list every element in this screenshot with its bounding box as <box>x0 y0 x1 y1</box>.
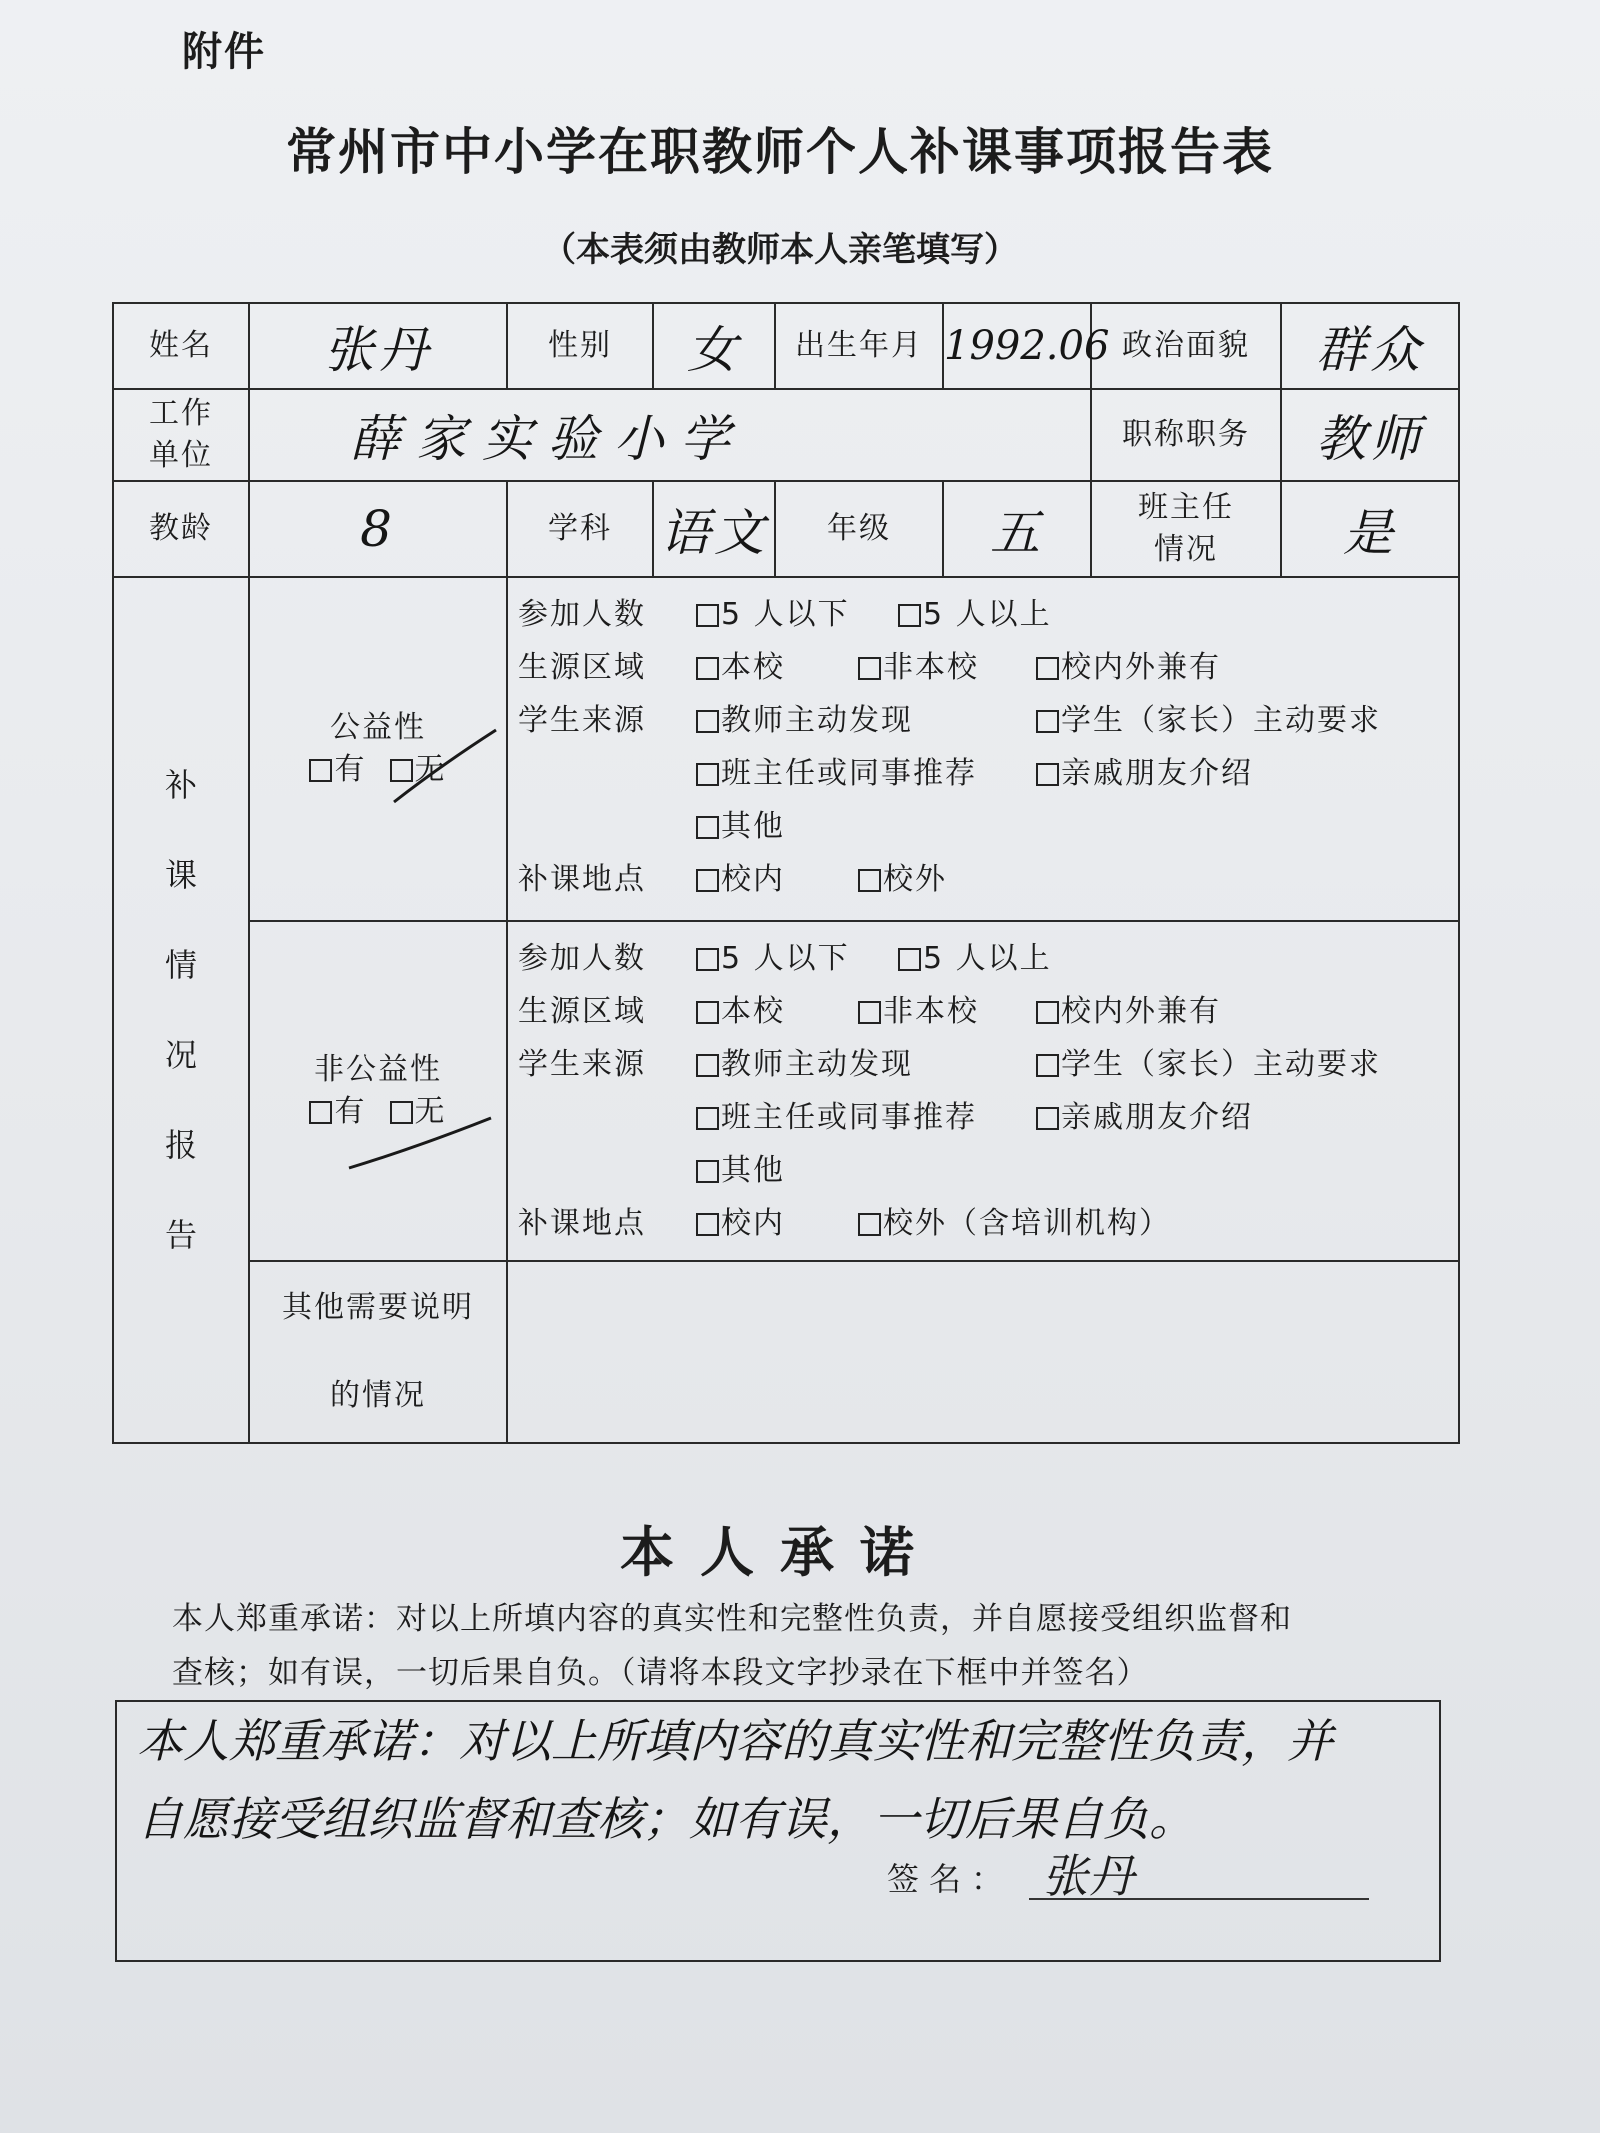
nonpublic-region-opt1[interactable]: 本校 <box>696 985 785 1038</box>
public-source-opt4[interactable]: 亲戚朋友介绍 <box>1036 747 1253 800</box>
public-count-opt1[interactable]: 5 人以下 <box>696 588 850 641</box>
public-region-row: 生源区域 本校 非本校 校内外兼有 <box>518 641 1458 694</box>
name-label: 姓名 <box>113 303 249 389</box>
form-subtitle: （本表须由教师本人亲笔填写） <box>542 230 1018 270</box>
public-yes-checkbox[interactable] <box>309 759 332 782</box>
birth-value: 1992.06 <box>943 303 1091 389</box>
nonpublic-place-row: 补课地点 校内 校外（含培训机构） <box>518 1197 1458 1250</box>
nonpublic-count-opt1[interactable]: 5 人以下 <box>696 932 850 985</box>
public-source-opt3[interactable]: 班主任或同事推荐 <box>696 747 977 800</box>
public-source-opt5[interactable]: 其他 <box>696 800 785 853</box>
head-teacher-value: 是 <box>1281 481 1459 577</box>
nonpublic-yes-checkbox[interactable] <box>309 1101 332 1124</box>
gender-label: 性别 <box>507 303 653 389</box>
title-label: 职称职务 <box>1091 389 1281 481</box>
work-value: 薛家实验小学 <box>249 389 1091 481</box>
nonpublic-source-row: 学生来源 教师主动发现 学生（家长）主动要求 <box>518 1038 1458 1091</box>
public-region-opt2[interactable]: 非本校 <box>858 641 979 694</box>
nonpublic-cell <box>249 921 507 1261</box>
nonpublic-no-checkbox[interactable] <box>390 1101 413 1124</box>
name-value: 张丹 <box>249 303 507 389</box>
nonpublic-source-row-2 <box>518 1091 1458 1144</box>
public-count-row: 参加人数 5 人以下 5 人以上 <box>518 588 1458 641</box>
public-region-opt3[interactable]: 校内外兼有 <box>1036 641 1221 694</box>
report-side-label: 补 课 情 况 报 告 <box>113 577 249 1443</box>
public-yes-no: 有 无 <box>250 749 506 791</box>
political-value: 群众 <box>1281 303 1459 389</box>
nonpublic-place-opt2[interactable]: 校外（含培训机构） <box>858 1197 1171 1250</box>
nonpublic-options <box>507 921 1459 1261</box>
other-value-field[interactable] <box>507 1261 1459 1443</box>
nonpublic-region-row: 生源区域 本校 非本校 校内外兼有 <box>518 985 1458 1038</box>
signature-line <box>1029 1898 1369 1900</box>
row-nonpublic <box>113 921 1459 1261</box>
nonpublic-source-row-3 <box>518 1144 1458 1197</box>
nonpublic-count-opt2[interactable]: 5 人以上 <box>898 932 1052 985</box>
row-work <box>113 389 1459 481</box>
nonpublic-yes-no: 有 无 <box>250 1091 506 1133</box>
teach-age-label: 教龄 <box>113 481 249 577</box>
form-title: 常州市中小学在职教师个人补课事项报告表 <box>286 123 1274 181</box>
grade-value: 五 <box>943 481 1091 577</box>
public-source-row-3 <box>518 800 1458 853</box>
public-source-row-2 <box>518 747 1458 800</box>
row-public <box>113 577 1459 921</box>
public-title: 公益性 <box>330 710 426 745</box>
public-count-opt2[interactable]: 5 人以上 <box>898 588 1052 641</box>
public-region-opt1[interactable]: 本校 <box>696 641 785 694</box>
subject-value: 语文 <box>653 481 775 577</box>
public-place-opt2[interactable]: 校外 <box>858 853 947 906</box>
public-source-row: 学生来源 教师主动发现 学生（家长）主动要求 <box>518 694 1458 747</box>
public-place-opt1[interactable]: 校内 <box>696 853 785 906</box>
promise-copy-box[interactable] <box>115 1700 1441 1962</box>
sign-label: 签名： <box>887 1860 1014 1898</box>
nonpublic-count-row: 参加人数 5 人以下 5 人以上 <box>518 932 1458 985</box>
promise-text: 本人郑重承诺：对以上所填内容的真实性和完整性负责，并自愿接受组织监督和 查核；如有误，一切后果自负。（请将本段文字抄录在下框中并签名） <box>172 1601 1292 1691</box>
promise-title: 本人承诺 <box>620 1521 940 1584</box>
row-other <box>113 1261 1459 1443</box>
public-source-opt1[interactable]: 教师主动发现 <box>696 694 913 747</box>
nonpublic-source-opt1[interactable]: 教师主动发现 <box>696 1038 913 1091</box>
form-table <box>112 302 1460 1444</box>
nonpublic-region-opt3[interactable]: 校内外兼有 <box>1036 985 1221 1038</box>
nonpublic-title: 非公益性 <box>314 1052 442 1087</box>
nonpublic-source-opt5[interactable]: 其他 <box>696 1144 785 1197</box>
attachment-label: 附件 <box>182 29 266 75</box>
public-no-checkbox[interactable] <box>390 759 413 782</box>
report-form <box>112 302 1458 1444</box>
nonpublic-source-opt4[interactable]: 亲戚朋友介绍 <box>1036 1091 1253 1144</box>
head-teacher-label: 班主任 情况 <box>1091 481 1281 577</box>
gender-value: 女 <box>653 303 775 389</box>
row-teaching <box>113 481 1459 577</box>
nonpublic-region-opt2[interactable]: 非本校 <box>858 985 979 1038</box>
public-cell <box>249 577 507 921</box>
handwritten-promise: 本人郑重承诺：对以上所填内容的真实性和完整性负责，并 自愿接受组织监督和查核；如有误，一切后果自负。 <box>137 1714 1333 1846</box>
political-label: 政治面貌 <box>1091 303 1281 389</box>
title-value: 教师 <box>1281 389 1459 481</box>
public-options <box>507 577 1459 921</box>
work-label: 工作 单位 <box>113 389 249 481</box>
row-basic <box>113 303 1459 389</box>
signature: 张丹 <box>1042 1849 1134 1903</box>
nonpublic-source-opt3[interactable]: 班主任或同事推荐 <box>696 1091 977 1144</box>
grade-label: 年级 <box>775 481 943 577</box>
public-source-opt2[interactable]: 学生（家长）主动要求 <box>1036 694 1381 747</box>
other-label: 其他需要说明 的情况 <box>249 1261 507 1443</box>
public-place-row: 补课地点 校内 校外 <box>518 853 1458 906</box>
nonpublic-source-opt2[interactable]: 学生（家长）主动要求 <box>1036 1038 1381 1091</box>
teach-age-value: 8 <box>249 481 507 577</box>
subject-label: 学科 <box>507 481 653 577</box>
nonpublic-place-opt1[interactable]: 校内 <box>696 1197 785 1250</box>
birth-label: 出生年月 <box>775 303 943 389</box>
